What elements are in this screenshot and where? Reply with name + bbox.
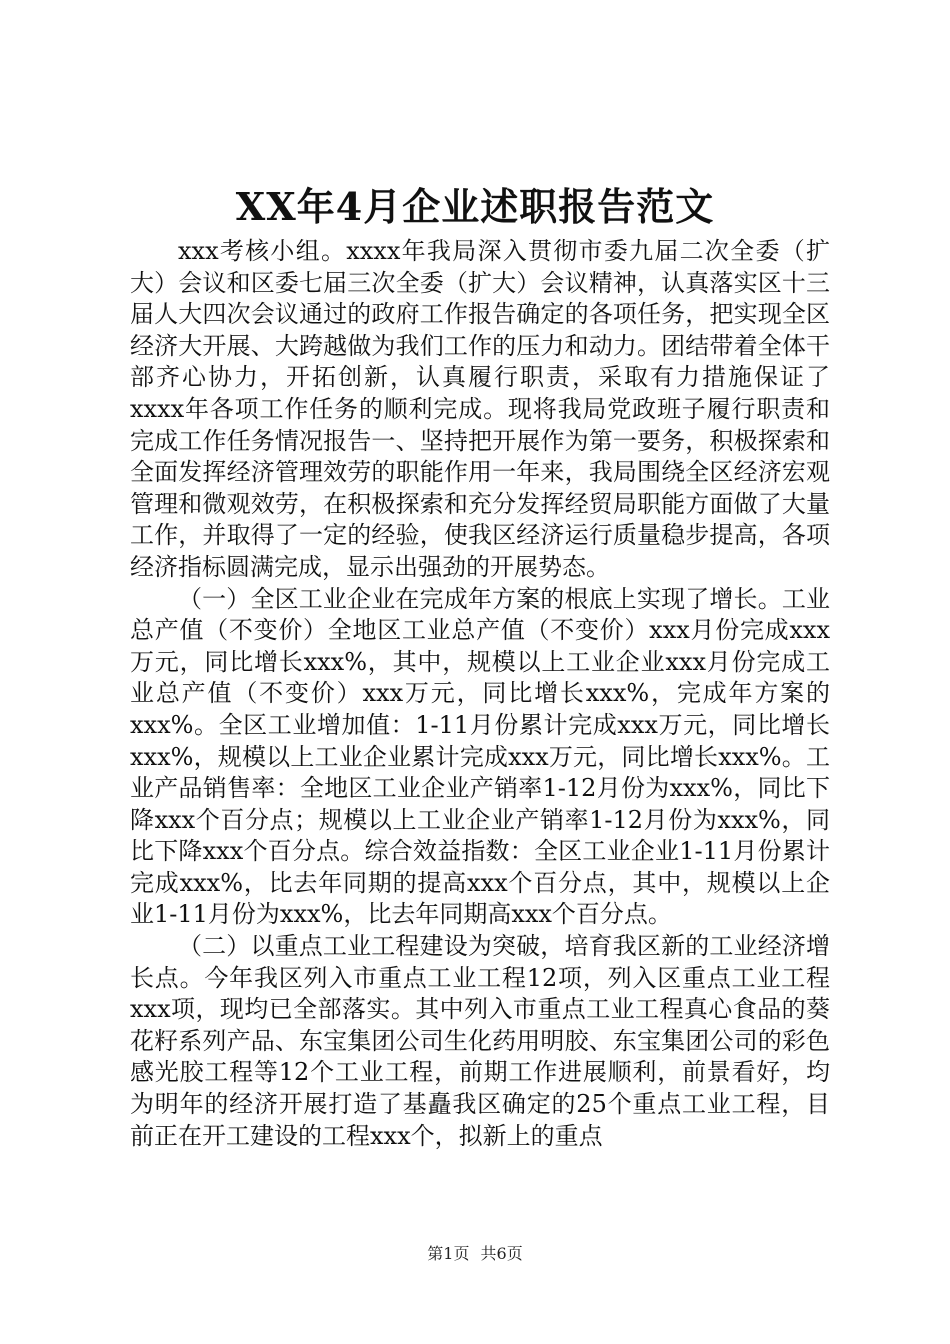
document-title: XX年4月企业述职报告范文	[235, 184, 715, 229]
document-body	[130, 236, 830, 1152]
paragraph-section-2: （二）以重点工业工程建设为突破，培育我区新的工业经济增长点。今年我区列入市重点工业工程12项，列入区重点工业工程xxx项，现均已全部落实。其中列入市重点工业工程真心食品的葵花籽系列产品、东宝集团公司生化药用明胶、东宝集团公司的彩色感光胶工程等12个工业工程，前期工作进展顺利，前景看好，均为明年的经济开展打造了基矗我区确定的25个重点工业工程，目前正在开工建设的工程xxx个，拟新上的重点	[130, 932, 830, 1150]
paragraph-section-1: （一）全区工业企业在完成年方案的根底上实现了增长。工业总产值（不变价）全地区工业总产值（不变价）xxx月份完成xxx万元，同比增长xxx%，其中，规模以上工业企业xxx月份完成工业总产值（不变价）xxx万元，同比增长xxx%，完成年方案的xxx%。全区工业增加值：1-11月份累计完成xxx万元，同比增长xxx%，规模以上工业企业累计完成xxx万元，同比增长xxx%。工业产品销售率：全地区工业企业产销率1-12月份为xxx%，同比下降xxx个百分点；规模以上工业企业产销率1-12月份为xxx%，同比下降xxx个百分点。综合效益指数：全区工业企业1-11月份累计完成xxx%，比去年同期的提高xxx个百分点，其中，规模以上企业1-11月份为xxx%，比去年同期高xxx个百分点。	[130, 584, 830, 929]
paragraph-intro: xxx考核小组。xxxx年我局深入贯彻市委九届二次全委（扩大）会议和区委七届三次全委（扩大）会议精神，认真落实区十三届人大四次会议通过的政府工作报告确定的各项任务，把实现全区经济大开展、大跨越做为我们工作的压力和动力。团结带着全体干部齐心协力，开拓创新，认真履行职责，采取有力措施保证了xxxx年各项工作任务的顺利完成。现将我局党政班子履行职责和完成工作任务情况报告一、坚持把开展作为第一要务，积极探索和全面发挥经济管理效劳的职能作用一年来，我局围绕全区经济宏观管理和微观效劳，在积极探索和充分发挥经贸局职能方面做了大量工作，并取得了一定的经验，使我区经济运行质量稳步提高，各项经济指标圆满完成，显示出强劲的开展势态。	[130, 237, 830, 581]
page-total: 共6页	[480, 1244, 523, 1263]
page-footer	[0, 1243, 950, 1265]
page-number: 第1页	[427, 1244, 470, 1263]
